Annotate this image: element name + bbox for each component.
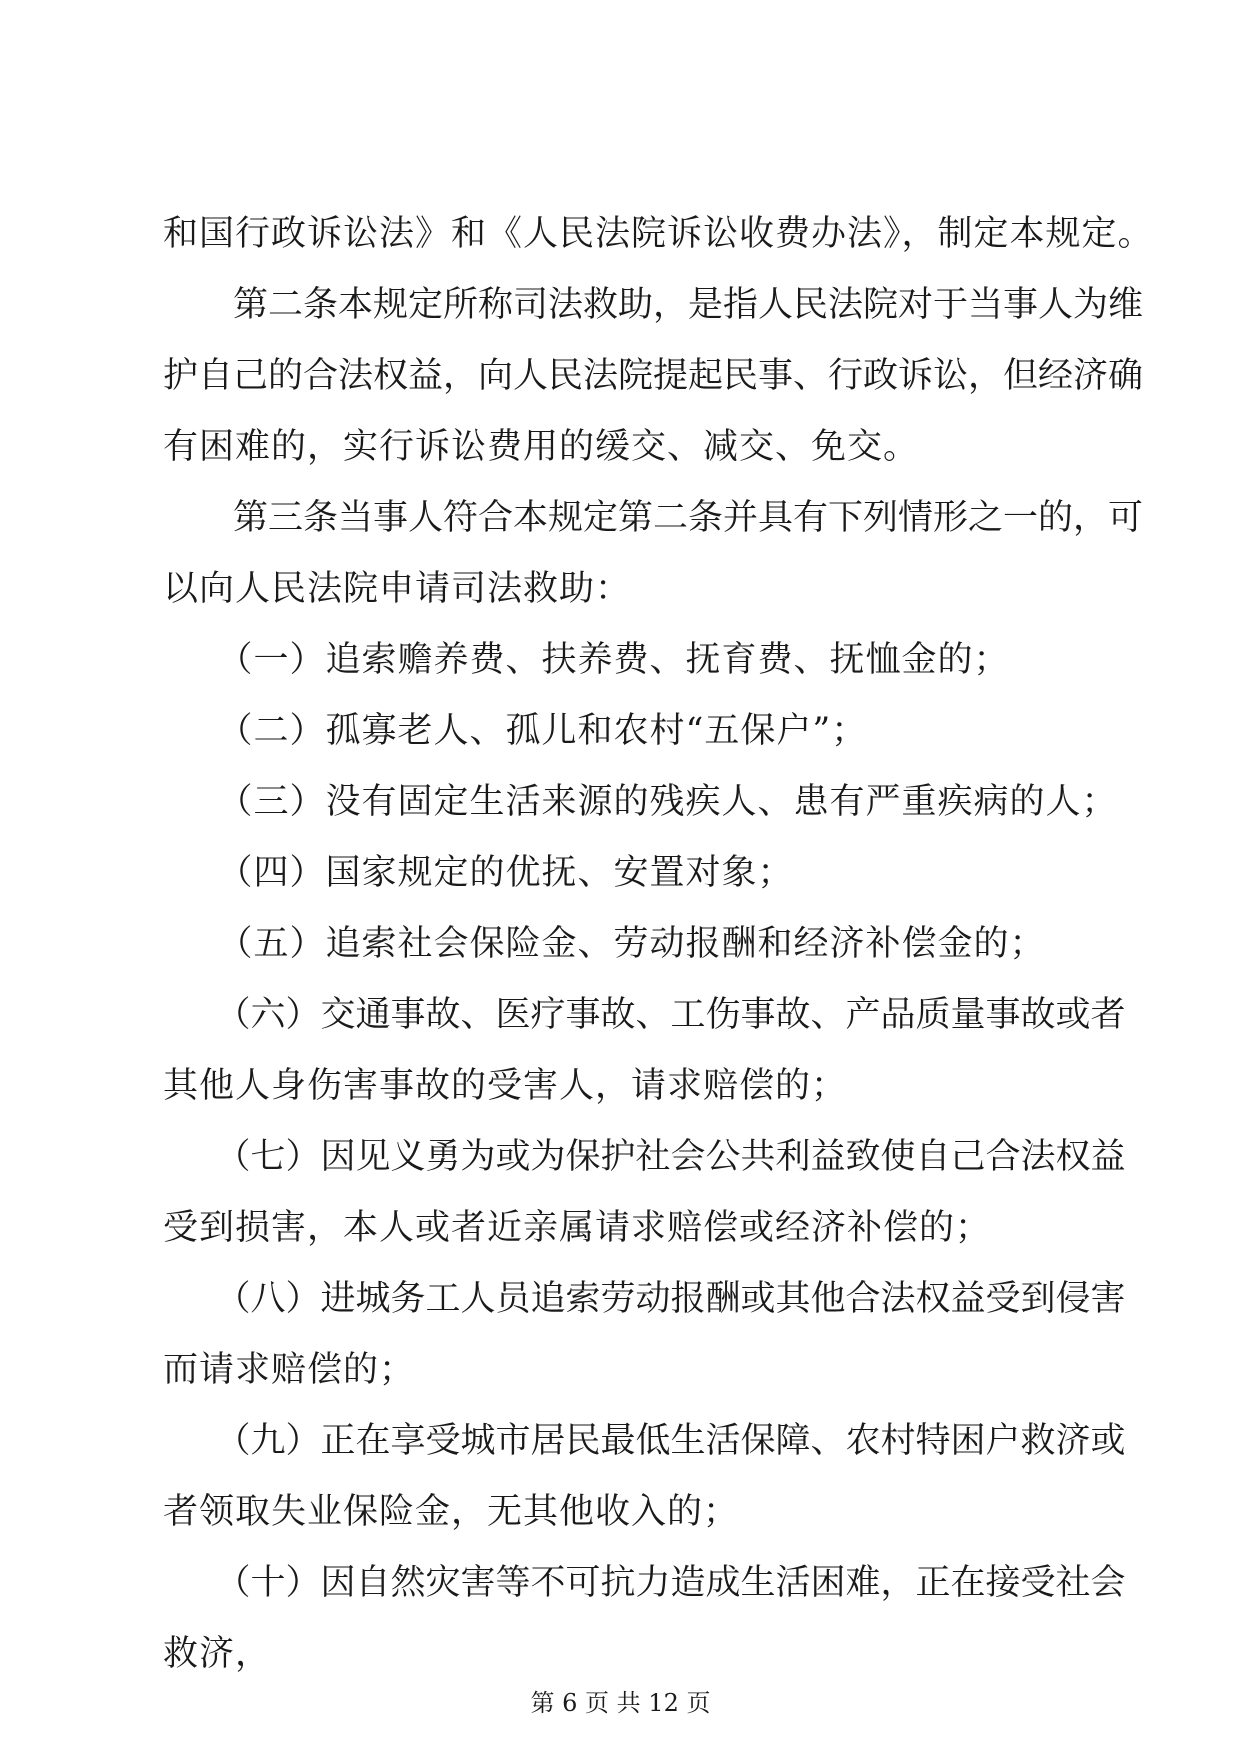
body-text-line: 和国行政诉讼法》和《人民法院诉讼收费办法》，制定本规定。 bbox=[163, 214, 1154, 254]
body-text-line: （四）国家规定的优抚、安置对象； bbox=[163, 853, 794, 893]
body-text-line: （十）因自然灾害等不可抗力造成生活困难，正在接受社会 bbox=[163, 1563, 1126, 1603]
body-text-line: （八）进城务工人员追索劳动报酬或其他合法权益受到侵害 bbox=[163, 1279, 1126, 1319]
page-footer: 第 6 页 共 12 页 bbox=[530, 1689, 711, 1717]
body-text-line: （九）正在享受城市居民最低生活保障、农村特困户救济或 bbox=[163, 1421, 1126, 1461]
body-text-line: 而请求赔偿的； bbox=[163, 1350, 416, 1390]
body-text-line: 其他人身伤害事故的受害人，请求赔偿的； bbox=[163, 1066, 848, 1106]
body-text-line: 第三条当事人符合本规定第二条并具有下列情形之一的，可 bbox=[163, 498, 1144, 538]
body-text-line: 救济， bbox=[163, 1634, 272, 1674]
body-text-line: 受到损害，本人或者近亲属请求赔偿或经济补偿的； bbox=[163, 1208, 992, 1248]
body-text-line: 护自己的合法权益，向人民法院提起民事、行政诉讼，但经济确 bbox=[163, 356, 1144, 396]
body-text-line: 有困难的，实行诉讼费用的缓交、减交、免交。 bbox=[163, 427, 920, 467]
body-text-line: （七）因见义勇为或为保护社会公共利益致使自己合法权益 bbox=[163, 1137, 1126, 1177]
body-text-line: （一）追索赡养费、扶养费、抚育费、抚恤金的； bbox=[163, 640, 1010, 680]
body-text-line: 以向人民法院申请司法救助： bbox=[163, 569, 632, 609]
body-text-line: （二）孤寡老人、孤儿和农村“五保户”； bbox=[163, 711, 868, 751]
body-text-line: 第二条本规定所称司法救助，是指人民法院对于当事人为维 bbox=[163, 285, 1144, 325]
body-text-line: （三）没有固定生活来源的残疾人、患有严重疾病的人； bbox=[163, 782, 1118, 822]
body-text-line: （六）交通事故、医疗事故、工伤事故、产品质量事故或者 bbox=[163, 995, 1126, 1035]
body-text-line: （五）追索社会保险金、劳动报酬和经济补偿金的； bbox=[163, 924, 1046, 964]
body-text-line: 者领取失业保险金，无其他收入的； bbox=[163, 1492, 740, 1532]
